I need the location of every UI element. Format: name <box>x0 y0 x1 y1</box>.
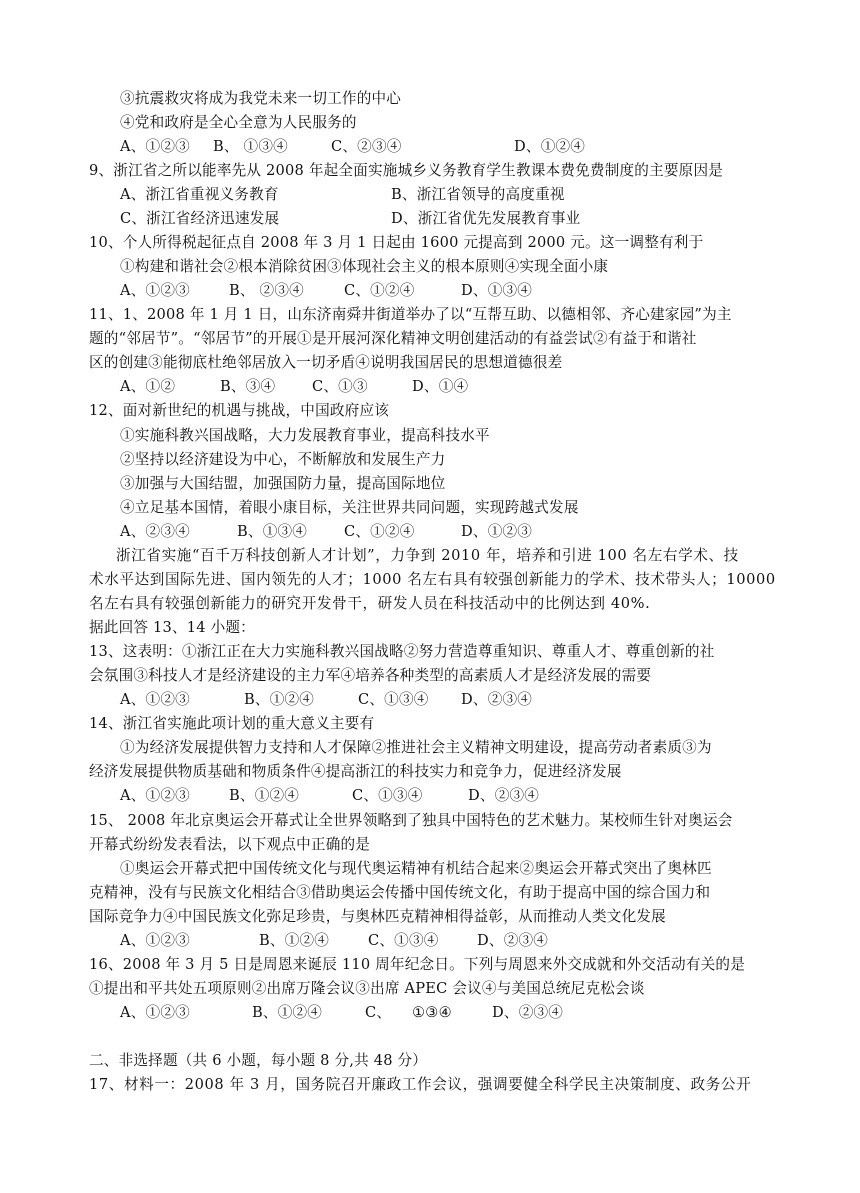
q10-stem: 10、个人所得税起征点自 2008 年 3 月 1 日起由 1600 元提高到 2000 元。这一调整有利于 <box>89 234 704 251</box>
option-b: B、①②④ <box>252 1004 323 1021</box>
q16-stem-1: 16、2008 年 3 月 5 日是周恩来诞辰 110 周年纪念日。下列与周恩来外交成就和外交活动有关的是 <box>89 956 745 973</box>
option-b: B、③④ <box>220 378 276 395</box>
q12-statement-1: ①实施科教兴国战略，大力发展教育事业，提高科技水平 <box>120 427 490 444</box>
option-d: D、①②③ <box>461 523 533 540</box>
option-b: B、 ①③④ <box>213 138 288 155</box>
material-para-3: 名左右具有较强创新能力的研究开发骨干，研发人员在科技活动中的比例达到 40%. <box>89 595 651 612</box>
option-b: B、①②④ <box>259 932 330 949</box>
q17-material-1: 17、材料一：2008 年 3 月，国务院召开廉政工作会议，强调要健全科学民主决策制度、政务公开 <box>89 1076 752 1093</box>
option-b: B、浙江省领导的高度重视 <box>391 186 565 203</box>
option-c: C、①②④ <box>344 523 415 540</box>
q15-statements-1: ①奥运会开幕式把中国传统文化与现代奥运精神有机结合起来②奥运会开幕式突出了奥林匹 <box>120 860 712 877</box>
option-a: A、①②③ <box>120 932 190 949</box>
material-prompt: 据此回答 13、14 小题： <box>89 619 255 636</box>
q12-stem: 12、面对新世纪的机遇与挑战，中国政府应该 <box>89 402 390 419</box>
option-a: A、①②③ <box>120 787 190 804</box>
option-c: C、 <box>365 1004 392 1021</box>
option-c: C、①③④ <box>368 932 439 949</box>
option-a: A、①②③ <box>120 691 190 708</box>
option-a: A、①②③ <box>120 282 190 299</box>
option-b: B、①②④ <box>244 691 315 708</box>
q15-statements-2: 克精神，没有与民族文化相结合③借助奥运会传播中国传统文化，有助于提高中国的综合国力和 <box>89 884 711 901</box>
option-a: A、①② <box>120 378 176 395</box>
option-a: A、浙江省重视义务教育 <box>120 186 279 203</box>
q12-statement-3: ③加强与大国结盟，加强国防力量，提高国际地位 <box>120 475 446 492</box>
option-c: C、①③ <box>312 378 368 395</box>
q16-stem-2: ①提出和平共处五项原则②出席万隆会议③出席 APEC 会议④与美国总统尼克松会谈 <box>89 980 645 997</box>
option-d: D、②③④ <box>468 787 540 804</box>
option-a: A、②③④ <box>120 523 190 540</box>
q14-statements-2: 经济发展提供物质基础和物质条件④提高浙江的科技实力和竞争力，促进经济发展 <box>89 763 622 780</box>
option-a: A、①②③ <box>120 1004 190 1021</box>
option-c: C、②③④ <box>331 138 402 155</box>
option-d: D、①④ <box>412 378 469 395</box>
option-b: B、 ②③④ <box>229 282 304 299</box>
option-c-text: ①③④ <box>412 1004 452 1021</box>
q11-stem-1: 11、1、2008 年 1 月 1 日，山东济南舜井街道举办了以“互帮互助、以德相邻、齐心建家园”为主 <box>89 306 732 323</box>
q15-stem-2: 开幕式纷纷发表看法，以下观点中正确的是 <box>89 836 371 853</box>
q14-stem: 14、浙江省实施此项计划的重大意义主要有 <box>89 715 375 732</box>
option-c: C、①③④ <box>358 691 429 708</box>
material-para-2: 术水平达到国际先进、国内领先的人才；1000 名左右具有较强创新能力的学术、技术带头人；10000 <box>89 571 776 588</box>
q11-stem-3: 区的创建③能彻底杜绝邻居放入一切矛盾④说明我国居民的思想道德很差 <box>89 354 563 371</box>
material-para-1: 浙江省实施“百千万科技创新人才计划”，力争到 2010 年，培养和引进 100 名左右学术、技 <box>116 547 739 564</box>
option-a: A、①②③ <box>120 138 190 155</box>
q13-stem-2: 会氛围③科技人才是经济建设的主力军④培养各种类型的高素质人才是经济发展的需要 <box>89 667 652 684</box>
option-c: C、浙江省经济迅速发展 <box>120 210 280 227</box>
q8-statement-4: ④党和政府是全心全意为人民服务的 <box>120 114 357 131</box>
q9-stem: 9、浙江省之所以能率先从 2008 年起全面实施城乡义务教育学生教课本费免费制度的主要原因是 <box>89 162 724 179</box>
option-d: D、②③④ <box>477 932 549 949</box>
option-d: D、②③④ <box>492 1004 564 1021</box>
q15-statements-3: 国际竞争力④中国民族文化弥足珍贵，与奥林匹克精神相得益彰，从而推动人类文化发展 <box>89 908 666 925</box>
section-2-heading: 二、非选择题（共 6 小题，每小题 8 分,共 48 分） <box>89 1052 428 1069</box>
option-d: D、①③④ <box>461 282 533 299</box>
option-b: B、①③④ <box>237 523 308 540</box>
option-c: C、①③④ <box>352 787 423 804</box>
q12-statement-4: ④立足基本国情，着眼小康目标，关注世界共同问题，实现跨越式发展 <box>120 499 579 516</box>
q10-statements: ①构建和谐社会②根本消除贫困③体现社会主义的根本原则④实现全面小康 <box>120 258 609 275</box>
q12-statement-2: ②坚持以经济建设为中心，不断解放和发展生产力 <box>120 451 446 468</box>
q15-stem-1: 15、 2008 年北京奥运会开幕式让全世界领略到了独具中国特色的艺术魅力。某校师生针对奥运会 <box>89 812 733 829</box>
option-b: B、①②④ <box>229 787 300 804</box>
option-c: C、①②④ <box>344 282 415 299</box>
option-d: D、②③④ <box>461 691 533 708</box>
q14-statements-1: ①为经济发展提供智力支持和人才保障②推进社会主义精神文明建设，提高劳动者素质③为 <box>120 739 712 756</box>
q8-statement-3: ③抗震救灾将成为我党未来一切工作的中心 <box>120 90 402 107</box>
q11-stem-2: 题的“邻居节”。“邻居节”的开展①是开展河深化精神文明创建活动的有益尝试②有益于和谐社 <box>89 330 697 347</box>
option-d: D、①②④ <box>514 138 586 155</box>
option-d: D、浙江省优先发展教育事业 <box>391 210 581 227</box>
q13-stem-1: 13、这表明：①浙江正在大力实施科教兴国战略②努力营造尊重知识、尊重人才、尊重创新的社 <box>89 643 715 660</box>
